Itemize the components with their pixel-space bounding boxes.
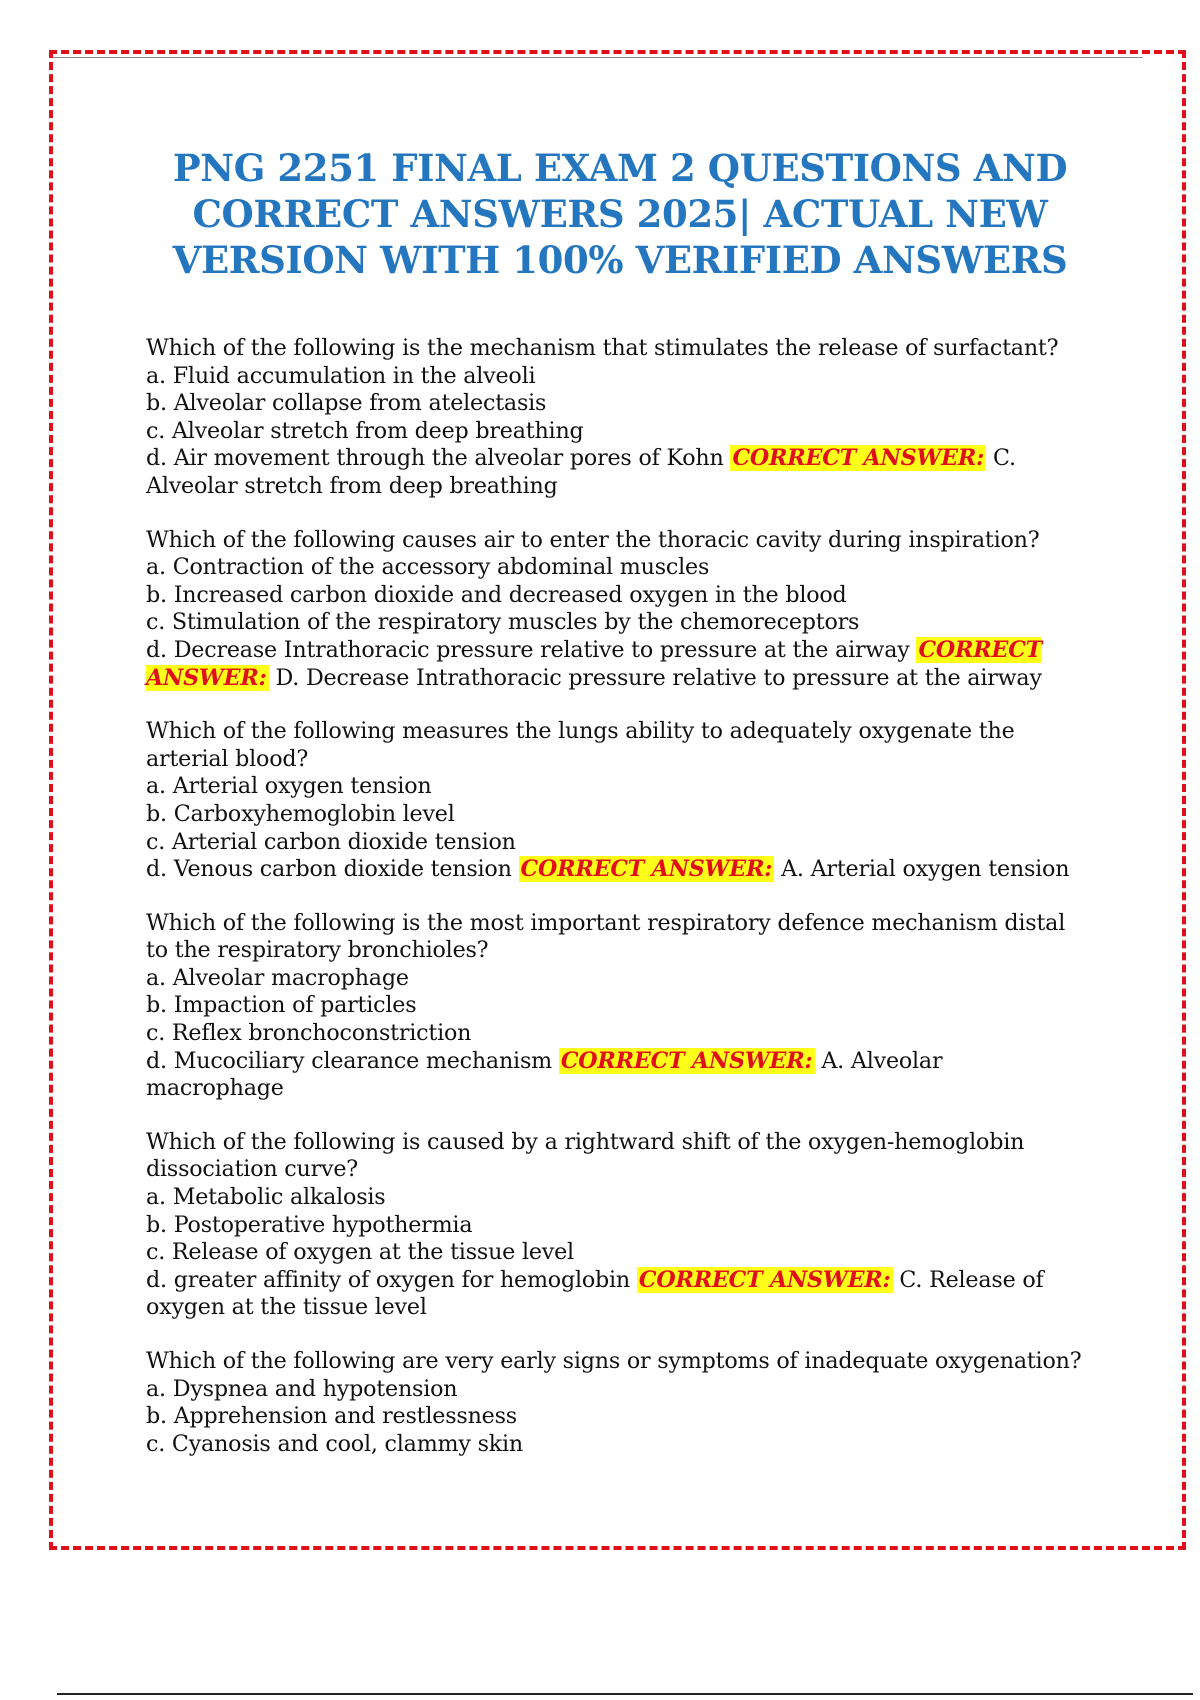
question-text: Which of the following causes air to enter the thoracic cavity during inspiration?: [146, 526, 1040, 553]
question-block: [146, 1129, 1086, 1322]
option-text: a. Metabolic alkalosis: [146, 1184, 386, 1211]
option-text: d. Venous carbon dioxide tension: [146, 856, 512, 883]
answer-option: [146, 773, 1086, 801]
option-text: d. greater affinity of oxygen for hemoglobin: [146, 1266, 631, 1293]
question-block: [146, 910, 1086, 1103]
option-text: a. Fluid accumulation in the alveoli: [146, 362, 536, 389]
question-block: [146, 718, 1086, 884]
option-text: b. Carboxyhemoglobin level: [146, 800, 455, 827]
answer-option: [146, 801, 1086, 829]
answer-option: [146, 445, 1086, 500]
option-text: c. Cyanosis and cool, clammy skin: [146, 1430, 523, 1457]
correct-answer-label: CORRECT ANSWER:: [560, 1047, 813, 1074]
top-rule: [53, 57, 1143, 58]
question-list: [146, 335, 1086, 1484]
answer-option: [146, 609, 1086, 637]
answer-option: [146, 829, 1086, 857]
answer-option: [146, 992, 1086, 1020]
option-text: a. Alveolar macrophage: [146, 964, 409, 991]
option-text: d. Mucociliary clearance mechanism: [146, 1047, 552, 1074]
answer-option: [146, 1212, 1086, 1240]
answer-option: [146, 1376, 1086, 1404]
option-text: a. Dyspnea and hypotension: [146, 1375, 458, 1402]
correct-answer-text: A. Arterial oxygen tension: [781, 856, 1070, 883]
answer-option: [146, 390, 1086, 418]
option-text: d. Air movement through the alveolar pores of Kohn: [146, 445, 724, 472]
document-title: PNG 2251 FINAL EXAM 2 QUESTIONS AND CORRECT ANSWERS 2025| ACTUAL NEW VERSION WITH 100% VERIFIED ANSWERS: [172, 146, 1068, 282]
option-text: c. Stimulation of the respiratory muscles by the chemoreceptors: [146, 609, 860, 636]
option-text: c. Alveolar stretch from deep breathing: [146, 417, 584, 444]
answer-option: [146, 1431, 1086, 1459]
answer-option: [146, 965, 1086, 993]
correct-answer-text: C. Alveolar stretch from deep breathing: [146, 445, 1016, 499]
answer-option: [146, 1020, 1086, 1048]
option-text: b. Alveolar collapse from atelectasis: [146, 390, 547, 417]
question-text: Which of the following is the mechanism that stimulates the release of surfactant?: [146, 335, 1059, 361]
answer-option: [146, 1048, 1086, 1103]
correct-answer-label: CORRECT ANSWER:: [732, 445, 985, 472]
answer-option: [146, 418, 1086, 446]
question-block: [146, 335, 1086, 501]
bottom-rule: [57, 1693, 1193, 1695]
correct-answer-text: A. Alveolar macrophage: [146, 1047, 943, 1102]
answer-option: [146, 1403, 1086, 1431]
correct-answer-text: D. Decrease Intrathoracic pressure relative to pressure at the airway: [275, 664, 1042, 691]
answer-option: [146, 582, 1086, 610]
option-text: c. Reflex bronchoconstriction: [146, 1020, 472, 1047]
answer-option: [146, 554, 1086, 582]
option-text: a. Contraction of the accessory abdominal muscles: [146, 554, 710, 581]
correct-answer-label: CORRECT ANSWER:: [146, 636, 1042, 691]
correct-answer-label: CORRECT ANSWER:: [638, 1266, 891, 1293]
option-text: b. Impaction of particles: [146, 992, 417, 1019]
answer-option: [146, 1239, 1086, 1267]
question-block: [146, 527, 1086, 693]
answer-option: [146, 1184, 1086, 1212]
correct-answer-text: C. Release of oxygen at the tissue level: [146, 1266, 1044, 1321]
option-text: d. Decrease Intrathoracic pressure relative to pressure at the airway: [146, 636, 910, 663]
question-block: [146, 1348, 1086, 1458]
answer-option: [146, 856, 1086, 884]
answer-option: [146, 637, 1086, 692]
option-text: b. Apprehension and restlessness: [146, 1403, 517, 1430]
question-text: Which of the following is caused by a rightward shift of the oxygen-hemoglobin dissociation curve?: [146, 1128, 1025, 1183]
option-text: a. Arterial oxygen tension: [146, 773, 432, 800]
option-text: b. Increased carbon dioxide and decreased oxygen in the blood: [146, 581, 847, 608]
question-text: Which of the following are very early signs or symptoms of inadequate oxygenation?: [146, 1348, 1082, 1374]
option-text: c. Release of oxygen at the tissue level: [146, 1239, 574, 1266]
question-text: Which of the following is the most important respiratory defence mechanism distal to the respiratory bronchioles?: [146, 909, 1066, 964]
option-text: b. Postoperative hypothermia: [146, 1211, 473, 1238]
answer-option: [146, 1267, 1086, 1322]
question-text: Which of the following measures the lungs ability to adequately oxygenate the arterial blood?: [146, 718, 1015, 772]
option-text: c. Arterial carbon dioxide tension: [146, 828, 516, 855]
correct-answer-label: CORRECT ANSWER:: [520, 856, 773, 883]
answer-option: [146, 363, 1086, 391]
